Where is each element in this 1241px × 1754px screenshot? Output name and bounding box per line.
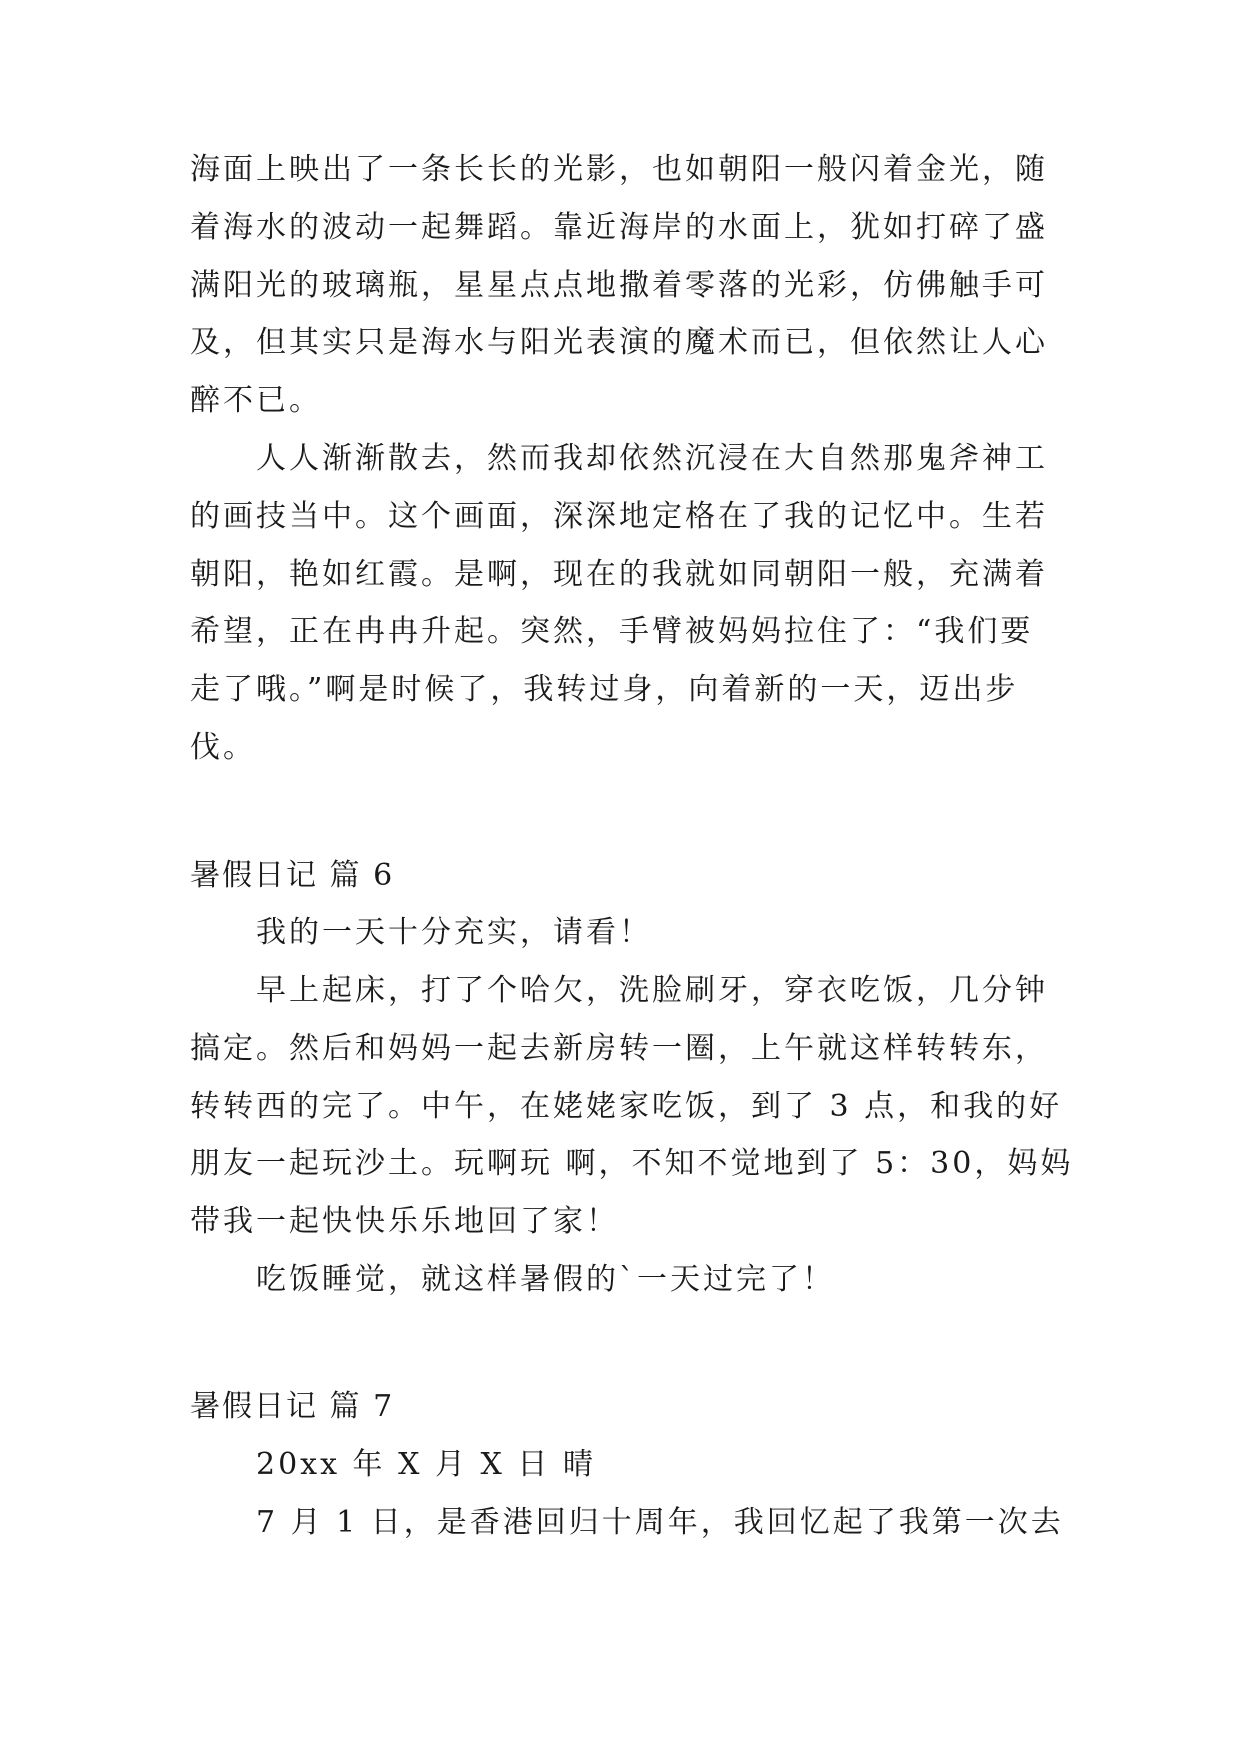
text-line: 醉不已。 bbox=[190, 383, 322, 418]
text-line: 搞定。然后和妈妈一起去新房转一圈，上午就这样转转东， bbox=[190, 1031, 1048, 1066]
text-line: 带我一起快快乐乐地回了家！ bbox=[190, 1204, 619, 1239]
text-line: 希望，正在冉冉升起。突然，手臂被妈妈拉住了：“我们要 bbox=[190, 614, 1034, 649]
text-line: 的画技当中。这个画面，深深地定格在了我的记忆中。生若 bbox=[190, 499, 1048, 534]
paragraph-first-line: 7 月 1 日，是香港回归十周年，我回忆起了我第一次去 bbox=[256, 1505, 1064, 1540]
text-line: 及，但其实只是海水与阳光表演的魔术而已，但依然让人心 bbox=[190, 325, 1048, 360]
text-line: 朋友一起玩沙土。玩啊玩 啊，不知不觉地到了 5：30，妈妈 bbox=[190, 1146, 1074, 1181]
section-heading: 暑假日记 篇 6 bbox=[190, 858, 395, 893]
paragraph-first-line: 早上起床，打了个哈欠，洗脸刷牙，穿衣吃饭，几分钟 bbox=[256, 973, 1048, 1008]
text-line: 海面上映出了一条长长的光影，也如朝阳一般闪着金光，随 bbox=[190, 152, 1048, 187]
paragraph-first-line: 吃饭睡觉，就这样暑假的`一天过完了！ bbox=[256, 1262, 835, 1297]
text-line: 伐。 bbox=[190, 730, 256, 765]
diary-date-line: 20xx 年 X 月 X 日 晴 bbox=[256, 1447, 596, 1482]
text-line: 着海水的波动一起舞蹈。靠近海岸的水面上，犹如打碎了盛 bbox=[190, 210, 1048, 245]
paragraph-first-line: 人人渐渐散去，然而我却依然沉浸在大自然那鬼斧神工 bbox=[256, 441, 1048, 476]
text-line: 满阳光的玻璃瓶，星星点点地撒着零落的光彩，仿佛触手可 bbox=[190, 268, 1048, 303]
text-line: 走了哦。”啊是时候了，我转过身，向着新的一天，迈出步 bbox=[190, 672, 1019, 707]
section-heading: 暑假日记 篇 7 bbox=[190, 1389, 395, 1424]
text-line: 朝阳，艳如红霞。是啊，现在的我就如同朝阳一般，充满着 bbox=[190, 557, 1048, 592]
paragraph-first-line: 我的一天十分充实，请看！ bbox=[256, 915, 652, 950]
text-line: 转转西的完了。中午，在姥姥家吃饭，到了 3 点，和我的好 bbox=[190, 1089, 1063, 1124]
